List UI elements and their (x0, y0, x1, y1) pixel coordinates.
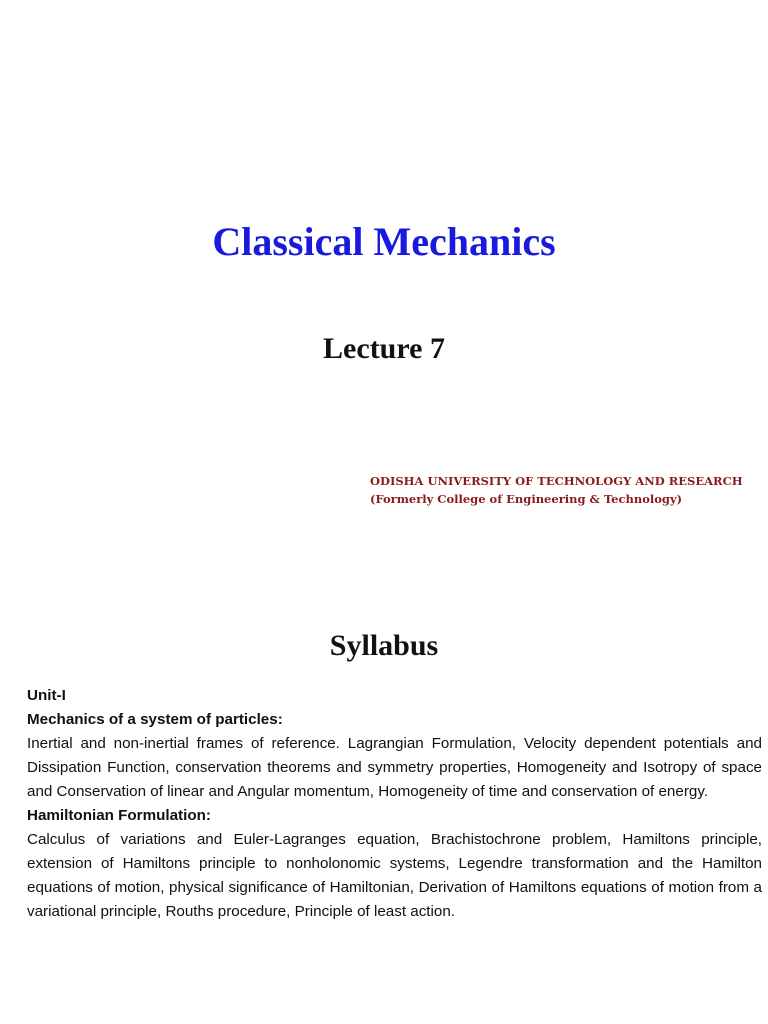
section-heading-hamiltonian: Hamiltonian Formulation: (27, 807, 211, 824)
syllabus-heading: Syllabus (329, 629, 439, 662)
institution-banner (370, 472, 762, 508)
section-heading-mechanics: Mechanics of a system of particles: (27, 711, 283, 728)
document-title: Classical Mechanics (212, 219, 556, 264)
institution-name: ODISHA UNIVERSITY OF TECHNOLOGY AND RESEARCH (370, 474, 743, 488)
section-body-hamiltonian: Calculus of variations and Euler-Lagranges equation, Brachistochrone problem, Hamiltons principle, extension of Hamiltons principle to nonholonomic systems, Legendre transformation and the Hamilton equations of motion, physical significance of Hamiltonian, Derivation of Hamiltons equations of motion from a variational principle, Rouths procedure, Principle of least action. (27, 831, 762, 920)
institution-former-name: (Formerly College of Engineering & Technology) (370, 492, 683, 506)
lecture-number: Lecture 7 (323, 332, 445, 365)
syllabus-content (27, 684, 762, 924)
section-body-mechanics: Inertial and non-inertial frames of reference. Lagrangian Formulation, Velocity dependent potentials and Dissipation Function, conservation theorems and symmetry properties, Homogeneity and Isotropy of space and Conservation of linear and Angular momentum, Homogeneity of time and conservation of energy. (27, 735, 762, 800)
unit-label: Unit-I (27, 687, 66, 704)
